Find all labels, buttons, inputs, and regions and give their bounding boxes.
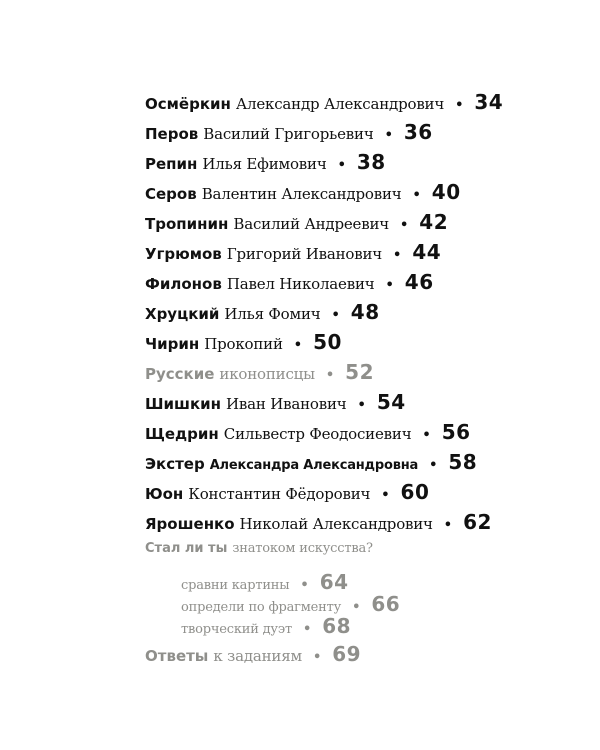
toc-entry bbox=[145, 390, 406, 414]
toc-entry bbox=[145, 150, 386, 174]
entry-given-name: Сильвестр Феодосиевич bbox=[223, 425, 412, 443]
entry-page-number: 50 bbox=[313, 330, 342, 354]
bullet-separator: • bbox=[393, 248, 402, 263]
bullet-separator: • bbox=[422, 428, 431, 443]
bullet-separator: • bbox=[429, 458, 438, 473]
entry-given-name: Илья Фомич bbox=[224, 305, 321, 323]
entry-surname: Шишкин bbox=[145, 395, 222, 413]
bullet-separator: • bbox=[443, 518, 453, 533]
answers-page-number: 69 bbox=[332, 642, 362, 666]
quiz-item-label: сравни картины bbox=[181, 578, 290, 593]
quiz-item-label: определи по фрагменту bbox=[181, 600, 342, 615]
bullet-separator: • bbox=[381, 488, 390, 503]
quiz-item bbox=[181, 570, 349, 594]
entry-page-number: 34 bbox=[474, 90, 504, 114]
entry-given-name: Александра Александровна bbox=[209, 458, 419, 473]
entry-given-name: Константин Фёдорович bbox=[188, 485, 371, 503]
toc-entry-highlighted bbox=[145, 360, 374, 384]
entry-given-name: Григорий Иванович bbox=[226, 245, 383, 263]
entry-surname: Хруцкий bbox=[145, 305, 220, 323]
quiz-heading-rest: знатоком искусства? bbox=[232, 541, 373, 556]
entry-page-number: 36 bbox=[403, 120, 433, 144]
entry-surname: Серов bbox=[145, 185, 197, 203]
bullet-separator: • bbox=[312, 650, 322, 665]
entry-page-number: 44 bbox=[412, 240, 442, 264]
entry-surname: Щедрин bbox=[145, 425, 219, 443]
entry-surname: Русские bbox=[145, 365, 215, 383]
bullet-separator: • bbox=[357, 398, 366, 413]
entry-page-number: 48 bbox=[350, 300, 380, 324]
entry-surname: Юон bbox=[145, 485, 184, 503]
entry-given-name: Илья Ефимович bbox=[202, 155, 327, 173]
bullet-separator: • bbox=[384, 128, 393, 143]
toc-entry bbox=[145, 420, 471, 444]
entry-surname: Ярошенко bbox=[145, 515, 235, 533]
entry-page-number: 58 bbox=[448, 450, 478, 474]
toc-entry bbox=[145, 270, 434, 294]
entry-page-number: 42 bbox=[419, 210, 449, 234]
bullet-separator: • bbox=[455, 98, 464, 113]
quiz-heading bbox=[145, 541, 373, 556]
bullet-separator: • bbox=[399, 218, 409, 233]
bullet-separator: • bbox=[300, 578, 309, 593]
answers-bold: Ответы bbox=[145, 647, 209, 665]
bullet-separator: • bbox=[385, 278, 394, 293]
toc-entry bbox=[145, 240, 441, 264]
entry-surname: Тропинин bbox=[145, 215, 229, 233]
bullet-separator: • bbox=[325, 368, 335, 383]
entry-given-name: Василий Григорьевич bbox=[203, 125, 374, 143]
bullet-separator: • bbox=[302, 622, 312, 637]
entry-page-number: 54 bbox=[376, 390, 406, 414]
bullet-separator: • bbox=[337, 158, 346, 173]
quiz-item-page-number: 66 bbox=[371, 592, 401, 616]
bullet-separator: • bbox=[331, 308, 340, 323]
entry-surname: Осмёркин bbox=[145, 95, 231, 113]
bullet-separator: • bbox=[293, 338, 303, 353]
toc-entry bbox=[145, 120, 433, 144]
entry-page-number: 56 bbox=[441, 420, 471, 444]
entry-surname: Чирин bbox=[145, 335, 200, 353]
quiz-item bbox=[181, 592, 400, 616]
quiz-item-page-number: 68 bbox=[322, 614, 352, 638]
entry-page-number: 62 bbox=[463, 510, 492, 534]
quiz-item bbox=[181, 614, 351, 638]
entry-given-name: Николай Александрович bbox=[239, 515, 433, 533]
quiz-heading-bold: Стал ли ты bbox=[145, 541, 228, 556]
toc-entry bbox=[145, 90, 503, 114]
entry-page-number: 60 bbox=[400, 480, 430, 504]
bullet-separator: • bbox=[412, 188, 421, 203]
entry-given-name: Валентин Александрович bbox=[201, 185, 402, 203]
entry-given-name: Иван Иванович bbox=[226, 395, 347, 413]
toc-entry bbox=[145, 180, 461, 204]
entry-surname: Репин bbox=[145, 155, 198, 173]
entry-page-number: 52 bbox=[345, 360, 374, 384]
entry-surname: Перов bbox=[145, 125, 199, 143]
toc-entry bbox=[145, 300, 380, 324]
entry-page-number: 40 bbox=[431, 180, 461, 204]
entry-given-name: иконописцы bbox=[219, 365, 315, 383]
entry-page-number: 46 bbox=[404, 270, 434, 294]
toc-entry bbox=[145, 510, 492, 534]
toc-entry bbox=[145, 480, 429, 504]
bullet-separator: • bbox=[352, 600, 361, 615]
entry-given-name: Прокопий bbox=[204, 335, 283, 353]
entry-given-name: Василий Андреевич bbox=[233, 215, 389, 233]
toc-entry bbox=[145, 450, 477, 474]
entry-surname: Филонов bbox=[145, 275, 222, 293]
toc-entry bbox=[145, 330, 342, 354]
entry-given-name: Павел Николаевич bbox=[226, 275, 375, 293]
entry-given-name: Александр Александрович bbox=[235, 95, 445, 113]
quiz-item-label: творческий дуэт bbox=[181, 622, 292, 637]
quiz-item-page-number: 64 bbox=[319, 570, 349, 594]
entry-surname: Угрюмов bbox=[145, 245, 222, 263]
entry-surname: Экстер bbox=[145, 455, 205, 473]
toc-entry bbox=[145, 210, 448, 234]
entry-page-number: 38 bbox=[356, 150, 386, 174]
answers-entry bbox=[145, 642, 361, 666]
answers-rest: к заданиям bbox=[213, 647, 302, 665]
